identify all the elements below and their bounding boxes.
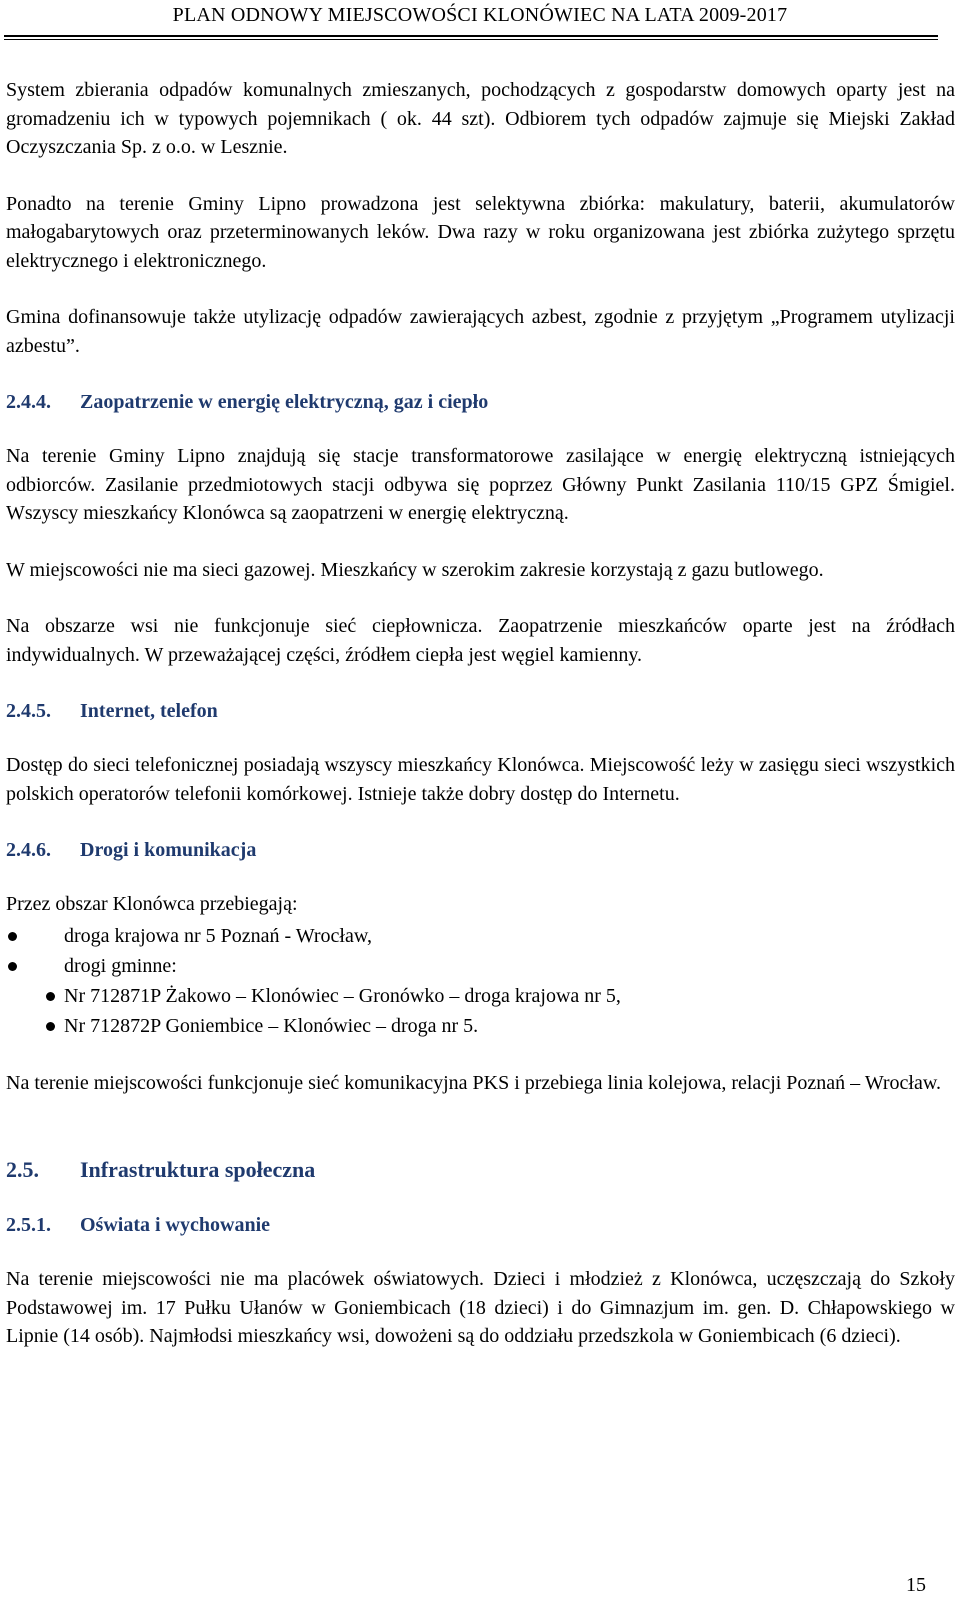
list-item: Nr 712871P Żakowo – Klonówiec – Gronówko – droga krajowa nr 5, bbox=[6, 981, 955, 1011]
section-title: Drogi i komunikacja bbox=[80, 839, 257, 861]
document-body bbox=[6, 76, 955, 1379]
section-heading-2-4-6 bbox=[6, 836, 955, 864]
section-number: 2.4.5. bbox=[6, 700, 51, 722]
municipal-roads-list bbox=[6, 981, 955, 1041]
list-item: Nr 712872P Goniembice – Klonówiec – droga nr 5. bbox=[6, 1011, 955, 1041]
page-number: 15 bbox=[906, 1574, 926, 1596]
section-heading-2-4-4 bbox=[6, 388, 955, 416]
header-rule-thin bbox=[4, 39, 938, 40]
list-item: droga krajowa nr 5 Poznań - Wrocław, bbox=[6, 921, 955, 951]
paragraph-heating: Na obszarze wsi nie funkcjonuje sieć ciepłownicza. Zaopatrzenie mieszkańców oparte jest na źródłach indywidualnych. W przeważającej części, źródłem ciepła jest węgiel kamienny. bbox=[6, 615, 955, 666]
paragraph-gas: W miejscowości nie ma sieci gazowej. Mieszkańcy w szerokim zakresie korzystają z gazu butlowego. bbox=[6, 558, 824, 581]
list-item: drogi gminne: bbox=[6, 951, 955, 981]
paragraph-asbestos: Gmina dofinansowuje także utylizację odpadów zawierających azbest, zgodnie z przyjętym „Programem utylizacji azbestu”. bbox=[6, 306, 955, 357]
paragraph-telecom: Dostęp do sieci telefonicznej posiadają wszyscy mieszkańcy Klonówca. Miejscowość leży w zasięgu sieci wszystkich polskich operatorów telefonii komórkowej. Istnieje także dobry dostęp do Internetu. bbox=[6, 754, 955, 805]
paragraph-electricity: Na terenie Gminy Lipno znajdują się stacje transformatorowe zasilające w energię elektryczną istniejących odbiorców. Zasilanie przedmiotowych stacji odbywa się poprzez Główny Punkt Zasilania 110/15 GPZ Śmigiel. Wszyscy mieszkańcy Klonówca są zaopatrzeni w energię elektryczną. bbox=[6, 445, 955, 524]
paragraph-roads-intro: Przez obszar Klonówca przebiegają: bbox=[6, 893, 298, 915]
page-header bbox=[0, 0, 960, 36]
section-heading-2-5 bbox=[6, 1155, 955, 1185]
section-number: 2.4.4. bbox=[6, 391, 51, 413]
section-heading-2-4-5 bbox=[6, 697, 955, 725]
section-title: Oświata i wychowanie bbox=[80, 1214, 270, 1236]
roads-list bbox=[6, 921, 955, 981]
section-heading-2-5-1 bbox=[6, 1211, 955, 1239]
section-title: Internet, telefon bbox=[80, 700, 218, 722]
header-title: PLAN ODNOWY MIEJSCOWOŚCI KLONÓWIEC NA LATA 2009-2017 bbox=[172, 4, 788, 26]
paragraph-waste-collection: System zbierania odpadów komunalnych zmieszanych, pochodzących z gospodarstw domowych oparty jest na gromadzeniu ich w typowych pojemnikach ( ok. 44 szt). Odbiorem tych odpadów zajmuje się Miejski Zakład Oczyszczania Sp. z o.o. w Lesznie. bbox=[6, 79, 955, 158]
section-number: 2.5. bbox=[6, 1157, 39, 1182]
section-title: Zaopatrzenie w energię elektryczną, gaz i ciepło bbox=[80, 391, 489, 413]
paragraph-education: Na terenie miejscowości nie ma placówek oświatowych. Dzieci i młodzież z Klonówca, uczęszczają do Szkoły Podstawowej im. 17 Pułku Ułanów w Goniembicach (18 dzieci) i do Gimnazjum im. gen. D. Chłapowskiego w Lipnie (14 osób). Najmłodsi mieszkańcy wsi, dowożeni są do oddziału przedszkola w Goniembicach (6 dzieci). bbox=[6, 1268, 955, 1347]
header-rule bbox=[4, 35, 938, 37]
paragraph-selective-collection: Ponadto na terenie Gminy Lipno prowadzona jest selektywna zbiórka: makulatury, baterii, akumulatorów małogabarytowych oraz przeterminowanych leków. Dwa razy w roku organizowana jest zbiórka zużytego sprzętu elektrycznego i elektronicznego. bbox=[6, 192, 955, 272]
section-number: 2.4.6. bbox=[6, 839, 51, 861]
spacer bbox=[6, 1125, 955, 1155]
section-number: 2.5.1. bbox=[6, 1214, 51, 1236]
paragraph-public-transport: Na terenie miejscowości funkcjonuje sieć komunikacyjna PKS i przebiega linia kolejowa, relacji Poznań – Wrocław. bbox=[6, 1071, 942, 1094]
section-title: Infrastruktura społeczna bbox=[80, 1157, 316, 1182]
